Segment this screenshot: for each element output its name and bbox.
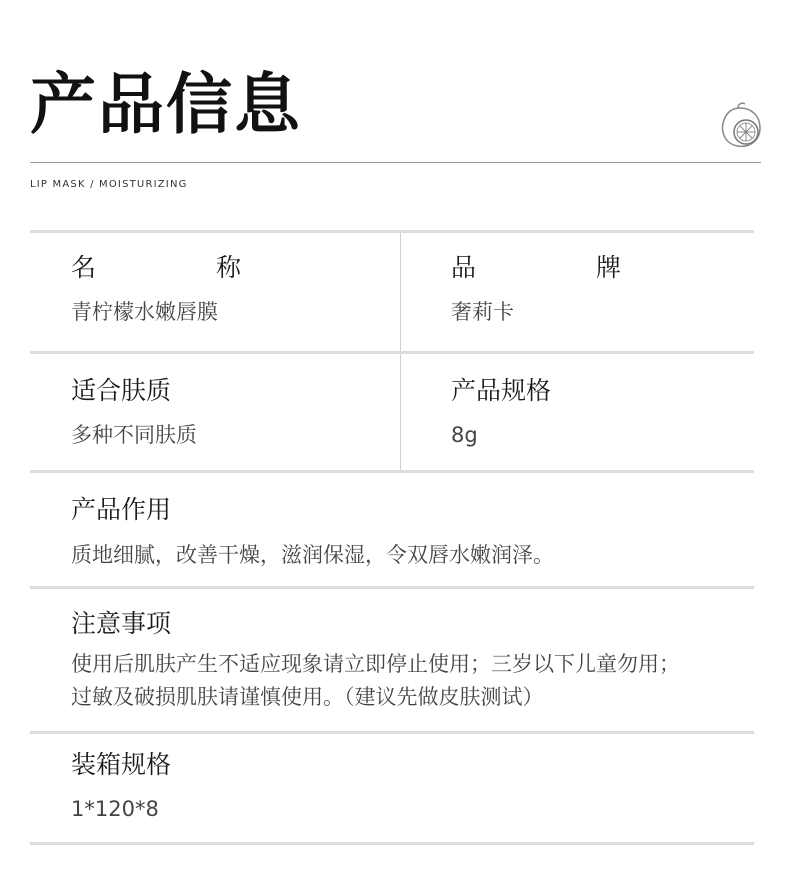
packing-label: 装箱规格 [71,750,172,779]
table-divider [30,351,754,354]
notice-line-2: 过敏及破损肌肤请谨慎使用。（建议先做皮肤测试） [71,685,544,709]
name-label: 名 称 [71,253,297,282]
notice-label: 注意事项 [71,609,172,638]
table-divider [30,230,754,233]
lemon-icon [714,100,766,152]
effect-label: 产品作用 [71,495,172,524]
column-divider [400,354,401,470]
spec-value: 8g [451,423,478,447]
skin-type-value: 多种不同肤质 [71,423,197,447]
title-divider [30,162,761,163]
table-divider [30,842,754,845]
table-divider [30,470,754,473]
table-divider [30,586,754,589]
packing-value: 1*120*8 [71,797,159,821]
page-title: 产品信息 [30,66,302,143]
brand-label: 品 牌 [451,253,677,282]
skin-type-label: 适合肤质 [71,376,172,405]
brand-value: 奢莉卡 [451,300,514,324]
subtitle: LIP MASK / MOISTURIZING [30,179,188,190]
notice-line-1: 使用后肌肤产生不适应现象请立即停止使用；三岁以下儿童勿用； [71,652,680,676]
effect-value: 质地细腻，改善干燥，滋润保湿，令双唇水嫩润泽。 [71,543,554,567]
name-value: 青柠檬水嫩唇膜 [71,300,218,324]
column-divider [400,233,401,351]
table-divider [30,731,754,734]
spec-label: 产品规格 [451,376,552,405]
